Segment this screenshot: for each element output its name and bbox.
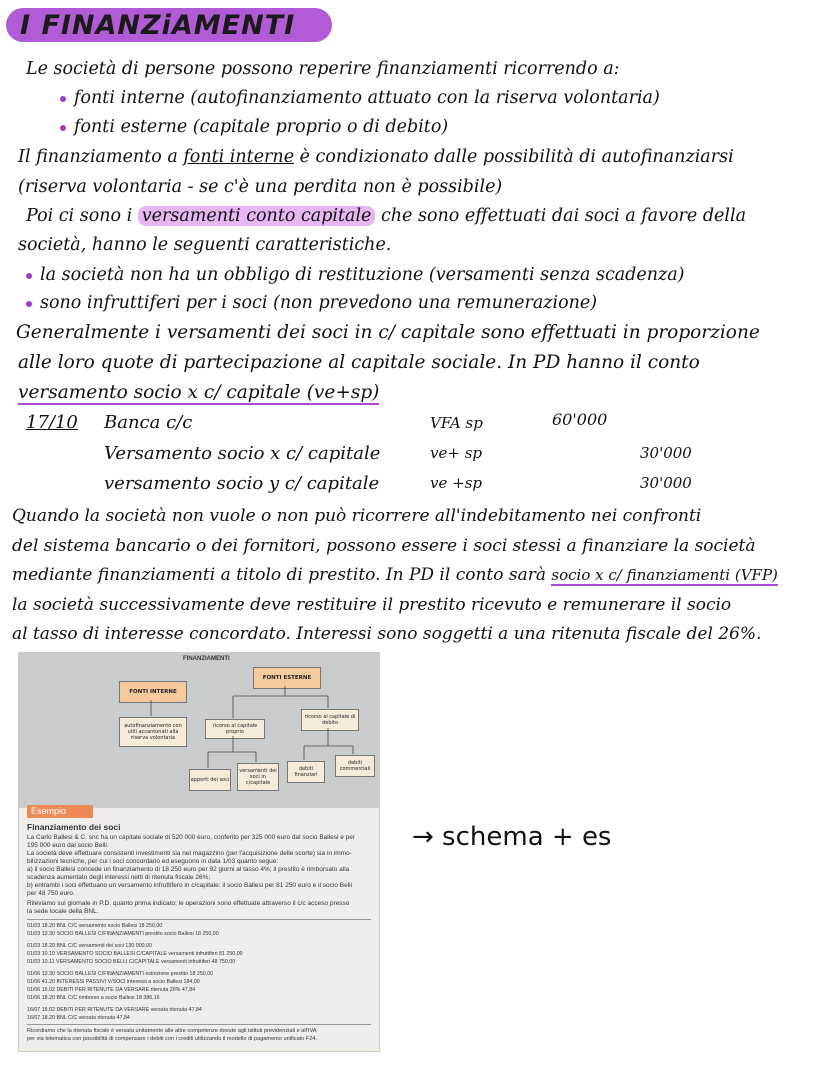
journal-credit: 30'000 [640,474,692,492]
bullet-text: la società non ha un obbligo di restituzione (versamenti senza scadenza) [40,265,685,285]
line-tasso: al tasso di interesse concordato. Interessi sono soggetti a una ritenuta fiscale del 26%. [12,624,762,644]
versamenti-box: versamenti dei soci in c/capitale [237,763,279,791]
example-paragraph: Rileviamo sul giornale in P.D. quanto prima indicato; le operazioni sono effettuate attraverso il c/c acceso presso [27,900,350,907]
capitale-proprio-box: ricorso al capitale proprio [205,719,265,739]
text: che sono effettuati dai soci a favore della [375,206,747,226]
line-sistema: del sistema bancario o dei fornitori, possono essere i soci stessi a finanziare la società [12,536,756,556]
diagram-title: FINANZIAMENTI [183,656,230,662]
bullet-infruttiferi [26,292,597,314]
bullet-text: sono infruttiferi per i soci (non prevedono una remunerazione) [40,293,598,313]
line-quando: Quando la società non vuole o non può ricorrere all'indebitamento nei confronti [12,506,702,526]
handwritten-note: → schema + es [412,822,612,852]
text: è condizionato dalle possibilità di autofinanziarsi [294,147,734,167]
example-paragraph: per 48 750 euro. [27,890,75,897]
esempio-label: Esempio [27,805,93,818]
ledger-row: 01/03 18.20 BNL C/C versamenti dei soci 130 000,00 [27,943,152,949]
diagram-connectors [18,652,378,812]
example-paragraph: la sede locale della BNL. [27,908,99,915]
apporti-box: apporti dei soci [189,769,231,791]
underlined-account: versamento socio x c/ capitale (ve+sp) [18,382,380,403]
bullet-icon [26,301,32,307]
ledger-row: 16/07 18.20 BNL C/C versata ritenuta 47,84 [27,1015,130,1021]
line-quote: alle loro quote di partecipazione al capitale sociale. In PD hanno il conto [18,352,700,373]
line-caratteristiche: società, hanno le seguenti caratteristiche. [18,235,392,255]
text: Poi ci sono i [26,206,138,226]
debiti-finanziari-box: debiti finanziari [287,761,325,783]
example-paragraph: scadenza aumentato degli interessi netti di ritenuta fiscale 26%; [27,874,211,881]
underlined-text: fonti interne [183,147,295,167]
ledger-row: 16/07 15.02 DEBITI PER RITENUTE DA VERSARE versata ritenuta 47,84 [27,1007,202,1013]
journal-debit: 60'000 [552,410,608,429]
journal-type: ve+ sp [430,444,482,462]
ledger-row: 01/06 18.20 BNL C/C rimborso a socio Ballesi 18 386,16 [27,995,160,1001]
autofinanziamento-box: autofinanziamento con utili accantonati alla riserva volontaria [119,717,187,747]
line-mediante [12,564,778,586]
example-paragraph: La Carlo Ballesi & C. snc ha un capitale sociale di 520 000 euro, conferito per 325 000 euro dal socio Ballesi e per [27,834,356,841]
example-footer: Ricordiamo che la ritenuta fiscale è versata unitamente alle altre competenze dovute agli istituti previdenziali e all'IVA [27,1028,317,1034]
text: mediante finanziamenti a titolo di prestito. In PD il conto sarà [12,565,552,585]
capitale-debito-box: ricorso al capitale di debito [301,709,359,731]
line-intro: Le società di persone possono reperire finanziamenti ricorrendo a: [26,59,620,79]
journal-account: Banca c/c [104,412,193,433]
bullet-icon [60,125,66,131]
journal-credit: 30'000 [640,444,692,462]
line-finanziamento-interne [18,146,734,168]
ledger-row: 01/03 13.30 SOCIO BALLESI C/FINANZIAMENTI prestito socio Ballesi 18 250,00 [27,931,219,937]
line-conto-versamento [18,382,379,404]
journal-type: VFA sp [430,414,483,432]
bullet-icon [60,96,66,102]
ledger-row: 01/06 15.02 DEBITI PER RITENUTE DA VERSARE ritenuta 26% 47,84 [27,987,196,993]
line-generalmente: Generalmente i versamenti dei soci in c/ capitale sono effettuati in proporzione [16,322,760,343]
ledger-row: 01/03 10.11 VERSAMENTO SOCIO BELLI C/CAPITALE versamenti infruttiferi 48 750,00 [27,959,236,965]
line-restituire: la società successivamente deve restituire il prestito ricevuto e remunerare il socio [12,595,732,615]
bullet-text: fonti interne (autofinanziamento attuato con la riserva volontaria) [74,88,660,108]
bullet-fonti-interne [60,87,660,109]
example-paragraph: bilizzazioni tecniche, per cui i soci concordano ed eseguono in data 1/03 quanto segue: [27,858,279,865]
journal-date: 17/10 [26,412,78,433]
ledger-row: 01/03 10.10 VERSAMENTO SOCIO BALLESI C/CAPITALE versamenti infruttiferi 81 250,00 [27,951,243,957]
bullet-icon [26,273,32,279]
page-title: I FINANZiAMENTI [20,10,296,41]
fonti-interne-box: FONTI INTERNE [119,681,187,703]
ledger-row: 01/06 41.20 INTERESSI PASSIVI V/SOCI interessi a socio Ballesi 184,00 [27,979,200,985]
text: Il finanziamento a [18,147,184,167]
journal-account: Versamento socio x c/ capitale [104,443,381,464]
example-heading: Finanziamento dei soci [27,822,121,832]
fonti-esterne-box: FONTI ESTERNE [253,667,321,689]
line-versamenti [26,205,746,227]
ledger-table [27,919,371,1025]
underlined-account: socio x c/ finanziamenti (VFP) [551,566,778,584]
example-footer: per via telematica con possibilità di compensare i debiti con i crediti utilizzando il modello di pagamento unificato F24. [27,1036,318,1042]
example-paragraph: La società deve effettuare consistenti investimenti sia nel magazzino (per l'acquisizione delle scorte) sia in immo- [27,850,352,857]
debiti-commerciali-box: debiti commerciali [335,755,375,777]
journal-type: ve +sp [430,474,482,492]
bullet-restituzione [26,264,685,286]
example-paragraph: a) il socio Ballesi concede un finanziamento di 18 250 euro per 92 giorni al tasso 4%; il prestito è rimborsato alla [27,866,350,873]
example-paragraph: 195 000 euro dal socio Belli. [27,842,109,849]
ledger-row: 01/03 18.20 BNL C/C versamento socio Ballesi 18 250,00 [27,923,163,929]
ledger-row: 01/06 13.30 SOCIO BALLESI C/FINANZIAMENTI estinzione prestito 18 250,00 [27,971,214,977]
journal-account: versamento socio y c/ capitale [104,473,380,494]
bullet-text: fonti esterne (capitale proprio o di debito) [74,117,449,137]
line-riserva: (riserva volontaria - se c'è una perdita non è possibile) [18,177,503,197]
example-paragraph: b) entrambi i soci effettuano un versamento infruttifero in c/capitale: il socio Ballesi per 81 250 euro e il socio Belli [27,882,353,889]
bullet-fonti-esterne [60,116,448,138]
highlighted-text: versamenti conto capitale [138,206,376,226]
